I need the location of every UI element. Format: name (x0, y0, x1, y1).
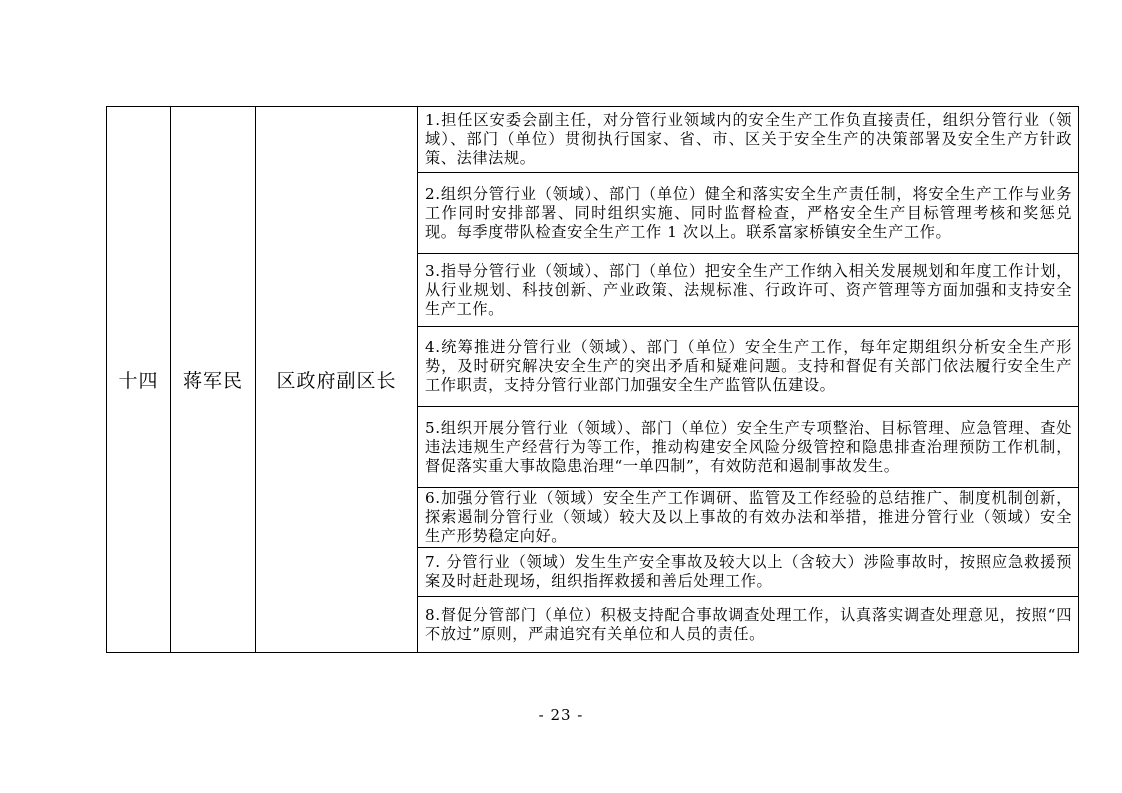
position-title-cell: 区政府副区长 (256, 107, 418, 653)
duty-item-8: 8.督促分管部门（单位）积极支持配合事故调查处理工作，认真落实调查处理意见，按照“四不放过”原则，严肃追究有关单位和人员的责任。 (418, 597, 1079, 653)
duty-item-2: 2.组织分管行业（领域）、部门（单位）健全和落实安全生产责任制，将安全生产工作与业务工作同时安排部署、同时组织实施、同时监督检查，严格安全生产目标管理考核和奖惩兑现。每季度带队检查安全生产工作 1 次以上。联系富家桥镇安全生产工作。 (418, 173, 1079, 254)
duty-item-1: 1.担任区安委会副主任，对分管行业领域内的安全生产工作负直接责任，组织分管行业（领域）、部门（单位）贯彻执行国家、省、市、区关于安全生产的决策部署及安全生产方针政策、法律法规。 (418, 107, 1079, 173)
row-number-cell: 十四 (107, 107, 171, 653)
duty-item-7: 7. 分管行业（领域）发生生产安全事故及较大以上（含较大）涉险事故时，按照应急救援预案及时赶赴现场，组织指挥救援和善后处理工作。 (418, 548, 1079, 597)
duty-item-5: 5.组织开展分管行业（领域）、部门（单位）安全生产专项整治、目标管理、应急管理、查处违法违规生产经营行为等工作，推动构建安全风险分级管控和隐患排查治理预防工作机制，督促落实重大事故隐患治理“一单四制”，有效防范和遏制事故发生。 (418, 407, 1079, 488)
duty-table (106, 106, 1079, 653)
duty-item-3: 3.指导分管行业（领域）、部门（单位）把安全生产工作纳入相关发展规划和年度工作计划，从行业规划、科技创新、产业政策、法规标准、行政许可、资产管理等方面加强和支持安全生产工作。 (418, 254, 1079, 327)
table-row (107, 107, 1079, 173)
person-name-cell: 蒋军民 (171, 107, 256, 653)
duty-item-4: 4.统筹推进分管行业（领域）、部门（单位）安全生产工作，每年定期组织分析安全生产形势，及时研究解决安全生产的突出矛盾和疑难问题。支持和督促有关部门依法履行安全生产工作职责，支持分管行业部门加强安全生产监管队伍建设。 (418, 327, 1079, 407)
page-number: - 23 - (538, 706, 584, 724)
duty-item-6: 6.加强分管行业（领域）安全生产工作调研、监管及工作经验的总结推广、制度机制创新，探索遏制分管行业（领域）较大及以上事故的有效办法和举措，推进分管行业（领域）安全生产形势稳定向好。 (418, 488, 1079, 548)
